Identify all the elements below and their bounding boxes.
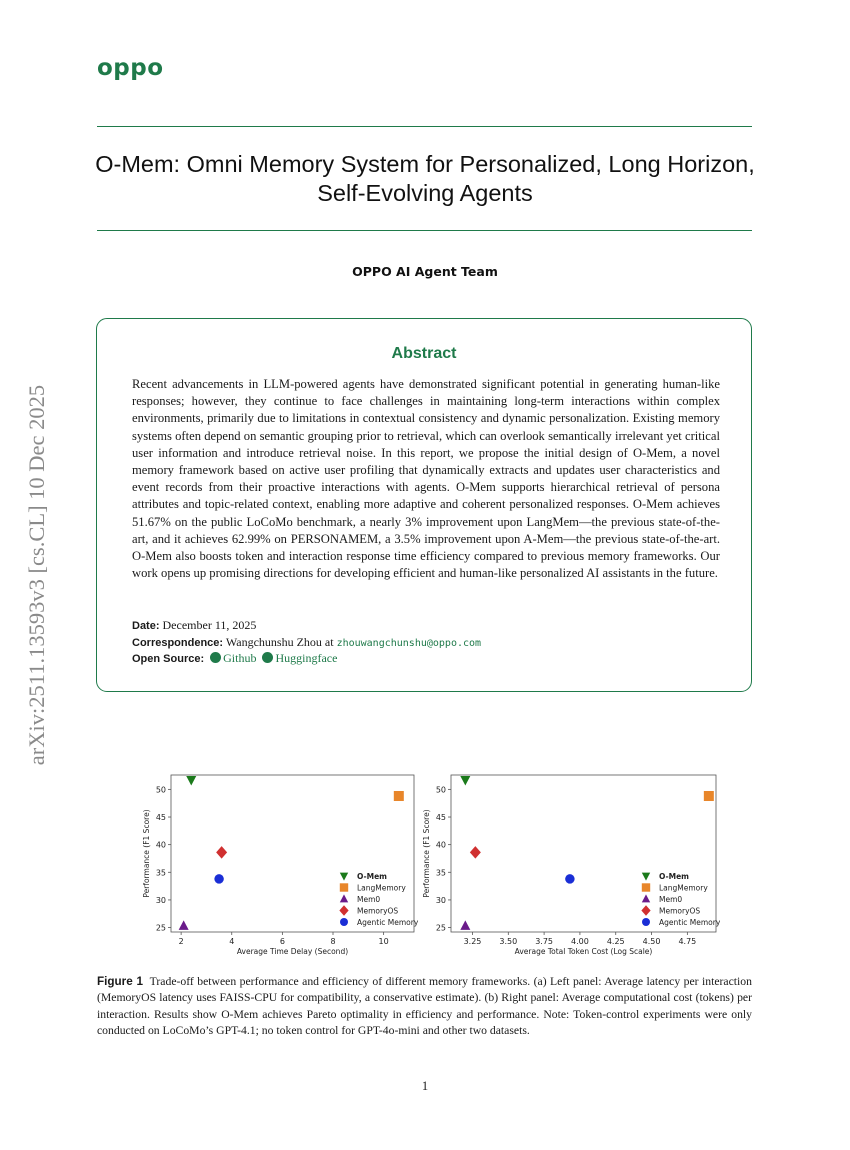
legend-marker [642, 873, 650, 881]
author-team: OPPO AI Agent Team [352, 264, 498, 279]
x-tick-label: 4 [229, 937, 235, 946]
caption-label: Figure 1 [97, 975, 143, 988]
open-source-label: Open Source: [132, 653, 205, 665]
figure-caption [97, 974, 752, 1039]
legend-marker [340, 918, 348, 926]
data-point-o-mem [186, 776, 196, 786]
correspondence-email-link[interactable]: zhouwangchunshu@oppo.com [336, 638, 482, 649]
figure-1 [130, 740, 720, 965]
y-axis-label: Performance (F1 Score) [142, 809, 151, 898]
x-tick-label: 4.75 [678, 937, 697, 946]
y-tick-label: 45 [435, 813, 446, 823]
data-point-mem0 [460, 920, 470, 930]
legend-label: MemoryOS [659, 906, 701, 916]
legend-label: Agentic Memory [357, 918, 419, 927]
x-tick-label: 4.00 [571, 937, 589, 946]
y-tick-label: 35 [155, 868, 166, 878]
title-line-2: Self-Evolving Agents [317, 180, 533, 206]
y-tick-label: 30 [435, 895, 446, 905]
date-line [132, 617, 720, 635]
x-tick-label: 6 [279, 937, 285, 946]
x-axis-label: Average Total Token Cost (Log Scale) [514, 947, 653, 956]
arxiv-stamp: arXiv:2511.13593v3 [cs.CL] 10 Dec 2025 [24, 384, 49, 766]
title-divider [97, 230, 752, 231]
legend-marker [642, 918, 650, 926]
x-tick-label: 3.25 [463, 937, 482, 946]
data-point-mem0 [179, 920, 189, 930]
legend-marker [340, 883, 348, 891]
github-icon [262, 652, 273, 663]
legend-label: LangMemory [659, 883, 708, 893]
x-tick-label: 4.25 [606, 937, 625, 946]
open-source-line [132, 650, 720, 668]
y-tick-label: 25 [435, 923, 446, 933]
github-link[interactable]: Github [223, 651, 257, 665]
y-axis-label: Performance (F1 Score) [422, 809, 431, 898]
legend-label: MemoryOS [357, 906, 399, 916]
x-axis-label: Average Time Delay (Second) [236, 947, 349, 956]
title-line-1: O-Mem: Omni Memory System for Personalized, Long Horizon, [95, 151, 755, 177]
legend-marker [641, 905, 650, 916]
y-tick-label: 30 [155, 895, 166, 905]
legend-label: O-Mem [659, 872, 689, 881]
y-tick-label: 40 [155, 840, 166, 850]
legend-marker [339, 905, 348, 916]
legend-label: Mem0 [659, 895, 683, 904]
legend-label: Agentic Memory [659, 918, 720, 927]
data-point-agentic-memory [214, 874, 224, 884]
legend-label: LangMemory [357, 883, 406, 893]
legend-label: Mem0 [357, 895, 381, 904]
y-tick-label: 25 [155, 923, 166, 933]
y-tick-label: 40 [435, 840, 446, 850]
paper-title [60, 150, 790, 208]
x-tick-label: 2 [178, 937, 184, 946]
legend-marker [340, 873, 348, 881]
y-tick-label: 50 [155, 785, 166, 795]
date-value: December 11, 2025 [162, 618, 257, 632]
x-tick-label: 4.50 [642, 937, 661, 946]
oppo-logo: oppo [97, 55, 164, 81]
legend-marker [642, 894, 650, 902]
legend-label: O-Mem [357, 872, 387, 881]
y-tick-label: 35 [435, 868, 446, 878]
data-point-memoryos [470, 846, 481, 859]
x-tick-label: 8 [330, 937, 336, 946]
data-point-agentic-memory [565, 874, 575, 884]
github-icon [210, 652, 221, 663]
correspondence-label: Correspondence: [132, 637, 224, 649]
abstract-box [96, 318, 752, 692]
data-point-memoryos [216, 846, 227, 859]
page-number: 1 [421, 1079, 429, 1093]
date-label: Date: [132, 620, 160, 632]
top-divider [97, 126, 752, 127]
x-tick-label: 10 [378, 937, 389, 946]
x-tick-label: 3.75 [535, 937, 554, 946]
y-tick-label: 45 [155, 813, 166, 823]
data-point-o-mem [460, 776, 470, 786]
correspondence-name: Wangchunshu Zhou at [225, 635, 334, 649]
abstract-heading: Abstract [391, 345, 457, 362]
figure-1-chart [130, 740, 720, 965]
y-tick-label: 50 [435, 785, 446, 795]
abstract-text: Recent advancements in LLM-powered agents have demonstrated significant potential in generating human-like responses; however, they continue to face challenges in maintaining long-term interactions within complex environments, primarily due to limitations in contextual consistency and dynamic personalization. Existing memory systems often depend on semantic grouping prior to retrieval, which can overlook semantically irrelevant yet critical user information and introduce retrieval noise. In this report, we propose the initial design of O-Mem, a novel memory framework based on active user profiling that dynamically extracts and updates user characteristics and event records from their proactive interactions with agents. O-Mem supports hierarchical retrieval of persona attributes and topic-related context, enabling more adaptive and coherent personalized responses. O-Mem achieves 51.67% on the public LoCoMo benchmark, a nearly 3% improvement upon LangMem—the previous state-of-the-art, and it achieves 62.99% on PERSONAMEM, a 3.5% improvement upon A-Mem—the previous state-of-the-art. O-Mem also boosts token and interaction response time efficiency compared to previous memory frameworks. Our work opens up promising directions for developing efficient and human-like personalized AI assistants in the future. [132, 377, 720, 581]
data-point-langmemory [704, 791, 714, 801]
legend-marker [642, 883, 650, 891]
huggingface-link[interactable]: Huggingface [275, 651, 338, 665]
caption-text: Trade-off between performance and efficiency of different memory frameworks. (a) Left panel: Average latency per interaction (MemoryOS latency uses FAISS-CPU for compatibility, a conservative estimate). (b) Right panel: Average computational cost (tokens) per interaction. Results show O-Mem achieves Pareto optimality in efficiency and performance. Note: Token-control experiments were only conducted on LoCoMo’s GPT-4.1; no token control for GPT-4o-mini and other two datasets. [97, 975, 752, 1037]
x-tick-label: 3.50 [499, 937, 518, 946]
data-point-langmemory [394, 791, 404, 801]
legend-marker [340, 894, 348, 902]
